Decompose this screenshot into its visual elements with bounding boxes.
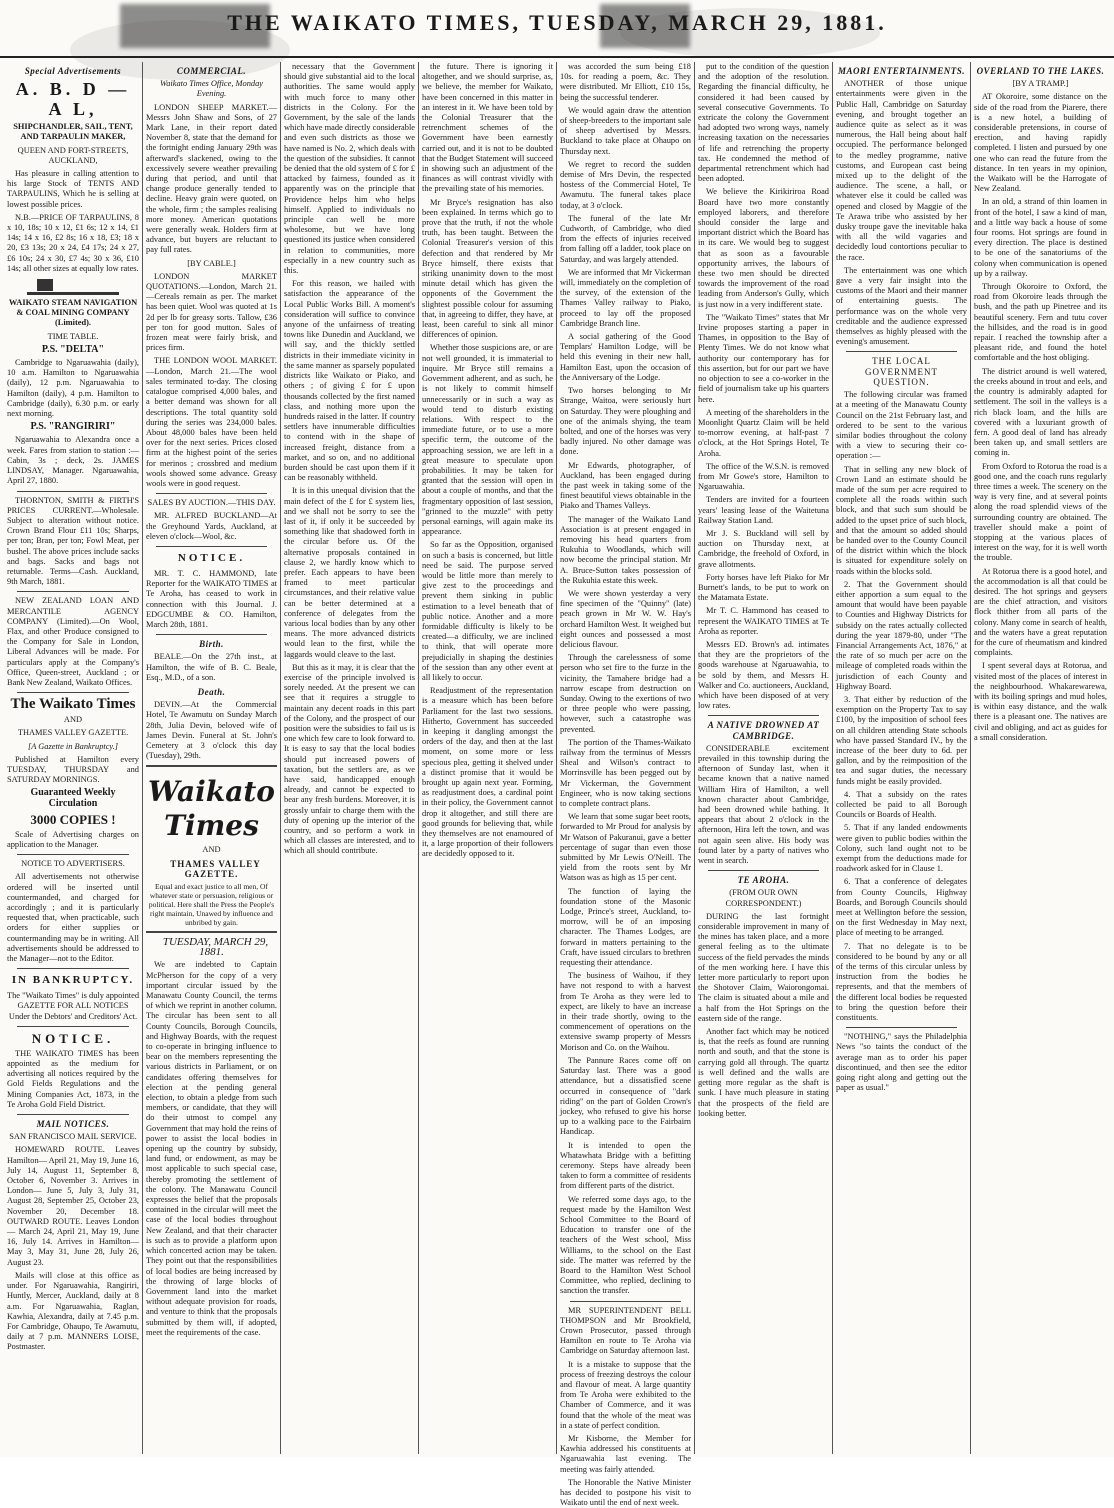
article-paragraph: MR. ALFRED BUCKLAND—At the Greyhound Yards, Auckland, at eleven o'clock—Wool, &c. [146, 511, 277, 541]
ad-subheading: TIME TABLE. [47, 331, 99, 341]
article-paragraph: In an old, a strand of thin loamen in front of the hotel, I saw a kind of man, and a little way back a house of some four rooms. Hot springs are found in every direction. The place is destined to be one of the sanatoriums of the colony when communication is opened up by a railway. [974, 197, 1107, 278]
divider [708, 715, 819, 716]
mail-schedule: HOMEWARD ROUTE. Leaves Hamilton— April 21, May 19, June 16, July 14, August 11, September 8, October 6, November 3. Arrives in London— June 5, July 3, July 31, August 28, September 25, October 23, November 20, December 18. OUTWARD ROUTE. Leaves London— March 24, April 21, May 19, June 16, July 14. Arrives in Hamilton— May 3, May 31, June 28, July 26, August 23. [7, 1145, 139, 1267]
divider [570, 1301, 681, 1302]
dateline: Waikato Times Office, Monday Evening. [160, 79, 263, 99]
ad-paragraph: N.B.—PRICE OF TARPAULINS, 8 x 10, 18s; 10 x 12, £1 6s; 12 x 14, £1 14s; 14 x 16, £2 8s; 16 x 18, £3; 18 x 20, £3 13s; 20 x 24, £4 17s; 24 x 27, £6 10s; 24 x 30, £7 4s; 30 x 36, £10 14s; all other sizes at equally low rates. [7, 212, 139, 273]
divider [846, 351, 957, 352]
paper-and: AND [63, 715, 83, 725]
news-item: We are informed that Mr Vickerman will, immediately on the completion of the survey, of the extension of the Thames Valley railway to Piako, proceed to lay off the proposed Cambridge Branch line. [560, 267, 691, 328]
ad-trade: SHIPCHANDLER, SAIL, TENT, AND TARPAULIN MAKER, [13, 122, 133, 142]
news-item: Two horses belonging to Mr Strange, Waitoa, were seriously hurt on Saturday. They were ploughing and one of the animals shying, the team bolted, and one of the horses was very badly injured. No other damage was done. [560, 386, 691, 457]
ad-heading: WAIKATO STEAM NAVIGATION & COAL MINING COMPANY (Limited). [8, 298, 138, 328]
divider [17, 692, 129, 693]
notice-heading: NOTICE. [177, 551, 246, 564]
article-paragraph: For this reason, we hailed with satisfaction the appearance of the Local Public Works Bill. A moment's consideration will suffice to convince anyone of the unfairness of treating towns like Dunedin and Auckland, we will say, and the thickly settled districts in their immediate vicinity in the same manner as sparsely populated districts like Waikato or Piako, and others ; of giving £ for £ upon thousands collected by the first named class, and nothing more upon the hundreds raised in the latter. If country settlers have innumerable difficulties to contend with in the shape of increased freight, distance from a market, and so on, and no additional burden should be cast upon them if it can be reasonably withheld. [284, 279, 415, 483]
article-paragraph: Through Okoroire to Oxford, the road from Okoroire leads through the bush, and the path up Pinetree and its beautiful scenery. Fern and tutu cover the hillsides, and the road is in good repair. I reached the township after a pleasant ride, and found the hotel comfortable and the host obliging. [974, 282, 1107, 363]
paper-subtitle: THAMES VALLEY GAZETTE. [170, 858, 261, 879]
article-paragraph: LONDON SHEEP MARKET.—Messrs John Shaw and Sons, of 27 Mark Lane, in their report dated November 8, state that the demand for the fortnight ending January 29th was afterward's slackened, owing to the excessively severe weather prevailing during that period, and until that change produce generally tended to decline. Heavy grain were quoted, on the whole, firm ; the samples realising more money. American quotations were generally weak. Holders firm at advance, but buyers are reluctant to pay full rates. [146, 102, 277, 255]
article-paragraph: "NOTHING," says the Philadelphia News "so taints the conduct of the average man as to order his paper discontinued, and then see the editor going right along and getting out the paper as usual." [836, 1032, 967, 1093]
divider [156, 546, 267, 547]
article-paragraph: BEALE.—On the 27th inst., at Hamilton, the wife of B. C. Beale, Esq., M.D., of a son. [146, 652, 277, 682]
news-item: We learn that some sugar beet roots, forwarded to Mr Proud for analysis by Mr Watson of Pakuranui, gave a better percentage of sugar than even those submitted by Mr Lewis O'Neill. The yield from the roots sent by Mr Watson was as high as 15 per cent. [560, 812, 691, 883]
article-paragraph: At Rotorua there is a good hotel, and the accommodation is all that could be desired. The hot springs and geysers are the chief attraction, and visitors flock thither from all parts of the colony. Many come in search of health, and the waters have a great reputation for the cure of rheumatism and kindred complaints. [974, 566, 1107, 658]
article-paragraph: That in selling any new block of Crown Land an estimate should be made of the sum per acre required to complete all the roads within such block, and that such sum should be added to the upset price of such block, and that the amount so added should be handed over to the County Council of the district within which the block is situated for expenditure solely on roads within the blocks sold. [836, 464, 967, 576]
article-paragraph: 5. That if any landed endowments were given to public bodies within the Colony, such land ought not to be exempt from the deductions made for roadwork asked for in Clause 1. [836, 823, 967, 874]
cable-heading: [BY CABLE.] [187, 258, 236, 268]
article-paragraph: The entertainment was one which gave a very fair insight into the customs of the Maori and their manner of entertaining guests. The performance was on the whole very creditable and the audience expressed themselves as highly pleased with the evening's amusement. [836, 265, 967, 347]
ad-paragraph: Published at Hamilton every TUESDAY, THURSDAY and SATURDAY MORNINGS. [7, 754, 139, 785]
article-paragraph: MR. T. C. HAMMOND, late Reporter for the WAIKATO TIMES at Te Aroha, has ceased to work in connection with this Journal. J. EDGCUMBE & CO. Hamilton, March 28th, 1881. [146, 568, 277, 629]
article-paragraph: Another fact which may be noticed is, that the reefs as found are running north and south, and that the stone is carrying gold all through. The quartz is well defined and the walls are getting more regular as the shaft is sunk. I have much pleasure in stating that the prospects of the field are looking better. [698, 1027, 829, 1118]
article-paragraph: The following circular was framed at a meeting of the Manawatu County Council on the 21st February last, and ordered to be sent to the various similar bodies throughout the colony with a view to securing their co-operation :— [836, 390, 967, 461]
divider [17, 968, 129, 969]
column-5-local-news [556, 62, 694, 1508]
column-4-editorial [418, 62, 556, 1454]
death-heading: Death. [197, 686, 226, 697]
article-paragraph: It is in this unequal division that the main defect of the £ for £ system lies, and we shall not be sorry to see the last of it, if only it be succeeded by something like that shadowed forth in the circular before us. Of the alternative proposals contained in clause 2, we hardly know which to prefer. Each appears to have been framed to meet particular circumstances, and their relative value can be better determined at a conference of delegates from the various local bodies than by any other means. The more advanced districts would lean to the first, while the laggards would cleave to the last. [284, 486, 415, 659]
news-item: We were shown yesterday a very fine specimen of the "Quinny" (late) peach grown in Mr W. W. Hay's orchard Hamilton West. It weighed but eight ounces and possessed a most delicious flavour. [560, 588, 691, 649]
ad-heading: P.S. "RANGIRIRI" [30, 421, 116, 433]
notice-heading: NOTICE TO ADVERTISERS. [21, 859, 125, 869]
column-2-commercial [142, 62, 280, 1454]
news-item: The funeral of the late Mr Cudworth, of Cambridge, who died from the effects of injuries received from falling off a ladder, took place on Saturday, and was largely attended. [560, 213, 691, 264]
article-subheading: (FROM OUR OWN CORRESPONDENT.) [725, 888, 802, 908]
news-item: Mr T. C. Hammond has ceased to represent the WAIKATO TIMES at Te Aroha as reporter. [698, 606, 829, 636]
birth-heading: Birth. [199, 639, 224, 650]
ad-paragraph: THORNTON, SMITH & FIRTH'S PRICES CURRENT.—Wholesale. Subject to alteration without notice. Crown Brand Flour £11 10s; Sharps, per ton; Bran, per ton; Fowl Meat, per bushel. The above prices include sacks and bags. Sacks and bags not returnable. Terms—Cash. Auckland, 9th March, 1881. [7, 495, 139, 587]
article-paragraph: LONDON MARKET QUOTATIONS.—London, March 21.—Cereals remain as per. The market has been quiet. Wool was quoted at 1s 2d per lb for greasy sorts. Tallow, £36 per ton for good mutton. Sales of frozen meat were fairly brisk, and prices firm. [146, 271, 277, 353]
ad-address: QUEEN AND FORT-STREETS, AUCKLAND, [17, 145, 129, 165]
news-item: put to the condition of the question and the adoption of the resolution. Regarding the financial difficulty, he considered it had been caused by several consecutive Governments. To extricate the colony the Government had adopted two wrong ways, namely increasing taxation on the necessaries of life and retrenching the property tax. He condemned the method of departmental retrenchment which had been adopted. [698, 62, 829, 184]
divider [146, 931, 277, 933]
news-item: The office of the W.S.N. is removed from Mr Gowe's store, Hamilton to Ngaruawahia. [698, 461, 829, 492]
news-item: It is a mistake to suppose that the process of freezing destroys the colour and flavour of meat. A large quantity from Te Aroha were exhibited to the Chamber of Commerce, and it was found that the whole of the meat was in a state of perfect condition. [560, 1359, 691, 1430]
article-paragraph: 3. That either by reduction of the exemption on the Property Tax to say £100, by the imposition of school fees on all children attending State schools who have passed Standard IV., by the increase of the beer duty to 6d. per gallon, and by the reimposition of the tea and sugar duties, the necessary funds might be easily provided. [836, 694, 967, 786]
divider [146, 765, 277, 767]
paper-and: AND [202, 845, 221, 855]
news-item: Tenders are invited for a fourteen years' leasing lease of the Waitetuna Railway Station Land. [698, 495, 829, 525]
mail-heading: MAIL NOTICES. [36, 1119, 110, 1130]
article-paragraph: Readjustment of the representation is a measure which has been before Parliament for the last two sessions. Hitherto, Government has succeeded in keeping it dangling amongst the orders of the day, and then at the last moment, on some more or less specious plea, getting it shelved under a distinct promise that it would be brought up again next year. Forming, as readjustment does, a cardinal point in their policy, the Government cannot drop it altogether, and still there are good grounds for believing that, while they themselves are not enamoured of it, a large proportion of their followers are decidedly opposed to it. [422, 686, 553, 859]
article-paragraph: AT Okoroire, some distance on the side of the road from the Piarere, there is a new hotel, a building of considerable pretensions, in course of erection, and having rapidly completed. I listen and pursued by one one who can read the future from the distance. In ten years in my opinion, the Waikato will be the Harrogate of New Zealand. [974, 92, 1107, 194]
news-item: We regret to record the sudden demise of Mrs Devin, the respected hostess of the Commercial Hotel, Te Awamutu. The funeral takes place today, at 3 o'clock. [560, 159, 691, 210]
ad-paragraph: THE WAIKATO TIMES has been appointed as the medium for advertising all notices required by the Gold Fields Regulations and the Mining Companies Act, 1873, in the Te Aroha Gold Field District. [7, 1048, 139, 1109]
news-item: A social gathering of the Good Templars' Hamilton Lodge, will be held this evening in their new hall, Hamilton East, upon the occasion of the Anniversary of the Lodge. [560, 332, 691, 382]
news-item: We would again draw the attention of sheep-breeders to the important sale of sheep advertised by Messrs. Buckland to take place at Ohaupo on Thursday next. [560, 105, 691, 156]
news-item: A meeting of the shareholders in the Moonlight Quartz Claim will be held to-morrow evening, at half-past 7 o'clock, at the Hot Springs Hotel, Te Aroha. [698, 407, 829, 458]
news-item: The Pannure Races come off on Saturday last. There was a good attendance, but a dissatisfied scene occurred in consequence of "dark riding" on the part of Golden Crown's jockey, who refused to give his horse up to a walking pace to the Fairbairn Handicap. [560, 1055, 691, 1137]
news-item: Mr Kisborne, the Member for Kawhia addressed his constituents at Ngaruawahia last evening. The meeting was fairly attended. [560, 1434, 691, 1474]
article-paragraph: The district around is well watered, the creeks abound in trout and eels, and the country is admirably adapted for settlement. The soil in the valleys is a rich black loam, and the hills are covered with a luxuriant growth of fern. A good deal of land has already been taken up, and small settlers are coming in. [974, 366, 1107, 458]
article-paragraph: ANOTHER of those unique entertainments were given in the Public Hall, Cambridge on Saturday evening, and brought together an audience quite as select as it was numerous, the Hall being about half occupied. The performance belonged to the medley programme, native customs, and European cast being mixed up to the delight of the audience. The scene, a hall, or whatever else it could be called was opened and closed by Maggie of the Te Arawa tribe who assisted by her dusky troupe gave the inevitable haka with all the wild vagaries and decidedly loud contortions peculiar to the race. [836, 79, 967, 262]
ad-paragraph: Has pleasure in calling attention to his large Stock of TENTS AND TARPAULINS, Which he is selling at lowest possible prices. [7, 169, 139, 209]
paper-subtitle: THAMES VALLEY GAZETTE. [17, 728, 129, 738]
news-item: was accorded the sum being £18 10s. for reading a poem, &c. They were distributed. Mr Elliott, £10 15s, being the successful tenderer. [560, 62, 691, 102]
section-heading: Special Advertisements [24, 66, 122, 76]
article-paragraph: 6. That a conference of delegates from County Councils, Highway Boards, and Borough Councils should meet at Wellington before the session, on the first Wednesday in May next, place of meeting to be arranged. [836, 877, 967, 938]
article-heading: TE AROHA. [737, 875, 790, 886]
ad-paragraph: Scale of Advertising charges on application to the Manager. [7, 829, 139, 849]
ad-paragraph: All advertisements not otherwise ordered will be inserted until countermanded, and charged for accordingly ; and it is particularly requested that, when practicable, such orders for either supplies or countermanding may be in writing. All advertisements should be addressed to the Manager—not to the Editor. [7, 872, 139, 964]
sales-heading: SALES BY AUCTION.—THIS DAY. [147, 498, 276, 508]
paper-name: The Waikato Times [10, 696, 136, 713]
column-8-articles [970, 62, 1110, 1454]
article-heading: MAORI ENTERTAINMENTS. [837, 66, 966, 76]
column-7-articles [832, 62, 970, 1454]
divider [17, 854, 129, 855]
news-item: Through the carelessness of some person who set fire to the furze in the vicinity, the Tamahere bridge had a narrow escape from destruction on Sunday. Owing to the exertions of two or three people who were passing, however, such a catastrophe was prevented. [560, 653, 691, 734]
news-item: Messrs ED. Brown's ad. intimates that they are the proprietors of the goods warehouse at Ngaruawahia, to be sold by them, and Messrs H. Walker and Co. auctioneers, Auckland, which have been disposed of at very low rates. [698, 639, 829, 711]
news-item: The business of Waihou, if they have not respond to with a harvest from Te Aroha as they were led to expect, are likely to have an increase in their trade shortly, owing to the commencement of operations on the extensive swamp property of Messrs Morison and Co. on the Waihou. [560, 971, 691, 1052]
mail-schedule: Mails will close at this office as under. For Ngaruawahia, Rangiriri, Huntly, Mercer, Auckland, daily at 8 a.m. For Ngaruawahia, Raglan, Kawhia, Alexandra, daily at 7.45 p.m. For Cambridge, Ohaupo, Te Awamutu, daily at 7 p.m. MANNERS LOISE, Postmaster. [7, 1270, 139, 1352]
paper-logo: Waikato Times [148, 775, 275, 843]
article-paragraph: From Oxford to Rotorua the road is a good one, and the coach runs regularly three times a week. The scenery on the way is very fine, and at several points along the road splendid views of the surrounding country are obtained. The traveller should make a point of stopping at the various places of interest on the way, for it is well worth the trouble. [974, 461, 1107, 563]
article-heading: OVERLAND TO THE LAKES. [976, 66, 1105, 76]
divider [156, 634, 267, 635]
article-paragraph: THE LONDON WOOL MARKET.—London, March 21.—The wool sales terminated to-day. The closing catalogue comprised 4,000 bales, and a better demand was shown for all descriptions. The total quantity sold during the series was 234,000 bales. About 48,000 bales have been held over for the next series. Prices closed firm at the highest point of the series for merinos ; crossbred and medium wools showed some advance. Greasy wools were in good request. [146, 356, 277, 488]
news-item: The "Waikato Times" states that Mr Irvine proposes starting a paper in Thames, in opposition to the Bay of Plenty Times. We do not know what authority our contemporary has for this assertion, but for our part we have no objection to see a co-worker in the field of journalism take up his quarters here. [698, 312, 829, 404]
news-item: Mr Edwards, photographer, of Auckland, has been engaged during the past week in taking some of the finest beautiful views obtainable in the Piako and Thames Valleys. [560, 460, 691, 511]
circulation-heading: Guaranteed Weekly Circulation [30, 787, 116, 809]
gazette-note: [A Gazette in Bankruptcy.] [27, 741, 119, 751]
news-item: MR SUPERINTENDENT BELL THOMPSON and Mr Brookfield, Crown Prosecutor, passed through Hamilton en route to Te Aroha via Cambridge on Saturday afternoon last. [560, 1305, 691, 1356]
divider [846, 1027, 957, 1028]
article-paragraph: Whether those suspicions are, or are not well grounded, it is immaterial to inquire. Mr Bryce still remains a Government adherent, and as such, he is not likely to commit himself unnecessarily or in such a way as would tend to disturb existing relations. With respect to the immediate future, or to use a more specific term, the outcome of the approaching session, we are left in a great measure to speculate upon probabilities. It may be taken for granted that the session will open in about a couple of months, and that the fragmentary opposition of last session, "grinned to the muzzle" with petty personal earnings, will again make its appearance. [422, 343, 553, 537]
article-heading: THE LOCAL GOVERNMENT QUESTION. [865, 356, 938, 387]
bankruptcy-heading: IN BANKRUPTCY. [11, 974, 135, 987]
article-paragraph: DURING the last fortnight considerable improvement in many of the mines has taken place, and a more general feeling as to the ultimate success of the field pervades the minds of the men working here. I have this letter more particularly to report upon the Shotover Claim, Waiorongomai. The claim is situated about a mile and a half from the Hot Springs on the eastern side of the range. [698, 911, 829, 1023]
article-paragraph: We are indebted to Captain McPherson for the copy of a very important circular issued by the Manawatu County Council, the terms of which we reprint in another column. The circular has been sent to all County Councils, Borough Councils, and Highway Boards, with the request to co-operate in bringing influence to bear on the members representing the various districts in Parliament, or on candidates offering themselves for election at the pending general election, to obtain a pledge from such members, or candidate, that they will do their utmost to compel any Government that may hold the reins of power to assist the local bodies in opening up the country by subsidy, land fund, or endowment, as may be most applicable to such special case, thereby promoting the settlement of the colony. The Manawatu Council expresses the belief that the proposals contained in the circular will meet the case of the local bodies throughout New Zealand, and that their character is such as to provide a platform upon which concerted action may be taken. They point out that the responsibilities of local bodies are being increased by the throwing of large blocks of Government land into the market without adequate provision for roads, and venture to think that the proposals submitted by them will, if adopted, meet the requirements of the case. [146, 960, 277, 1337]
news-item: The function of laying the foundation stone of the Masonic Lodge, Prince's street, Auckland, to-morrow, will be of an imposing character. The Thames Lodges, are forward in matters pertaining to the Craft, have issued circulars to brethren requesting their attendance. [560, 886, 691, 968]
article-paragraph: DEVIN.—At the Commercial Hotel, Te Awamutu on Sunday March 28th, Julia Devin, beloved wife of James Devin. Funeral at St. John's Cemetery at 3 o'clock this day (Tuesday), 29th. [146, 700, 277, 761]
divider [708, 870, 819, 871]
article-paragraph: necessary that the Government should give substantial aid to the local authorities. The same would apply with much force to many other districts in the Colony. For the Government, by the sale of the lands which have made directly considerable and even such districts as those we have named is No. 2, which deals with the question of the subsidies. It cannot be denied that the old system of £ for £ attacked by fairness, founded as it apparently was on the principle that Providence helps him who helps himself. Applied to individuals no principle can well be more wholesome, but we have long questioned its justice when considered in relation to communities, more especially in a new country such as this. [284, 62, 415, 276]
ad-paragraph: NEW ZEALAND LOAN AND MERCANTILE AGENCY COMPANY (Limited).—On Wool, Flax, and other Produce consigned to the Company for Sale in London, Liberal Advances will be made. For particulars apply at the Company's Office, Queen-street, Auckland ; or Bank New Zealand, Waikato Offices. [7, 596, 139, 687]
article-paragraph: So far as the Opposition, organised on such a basis is concerned, but little need be said. The purpose served would be little more than merely to give zest to the proceedings and prevent them sinking in public estimation to a level beneath that of public notice. Another and a more formidable difficulty is likely to be created—a difficulty, we are inclined to think, that will operate more prejudicially in shaping the destinies of the session than any other event at all likely to occur. [422, 540, 553, 682]
article-paragraph: 7. That no delegate is to be considered to be bound by any or all of the terms of this circular unless by instruction from the bodies he represents, and that the members of the different local bodies be requested to bring the question before their constituents. [836, 941, 967, 1023]
divider [17, 491, 129, 492]
article-paragraph: CONSIDERABLE excitement prevailed in this township during the afternoon of Sunday last, when it became known that a native named William Hira of Hamilton, a well known character about Cambridge, had been drowned while bathing. It appears that about 2 o'clock in the afternoon, Hira left the town, and was not again seen alive. His body was found later by a party of natives who went in search. [698, 743, 829, 866]
article-paragraph: the future. There is ignoring it altogether, and we should surprise, as, we believe, the member for Waikato, have been concerned in this matter in an interest in it. We have been told by the Colonial Treasurer that the retrenchment schemes of the Government have been earnestly carried out, and it is not to be doubted that the Budget Statement will succeed in showing such an adjustment of the finances as will contrast vividly with the prevailing state of his memories. [422, 62, 553, 194]
news-item: Forty horses have left Piako for Mr Burnett's lands, to be put to work on the Matamata Estate. [698, 572, 829, 603]
news-item: We believe the Kirikiriroa Road Board have two more constantly employed laborers, and therefore should consider the large and important district which the Board has in its care. We would beg to suggest that as soon as a favourable opportunity arrives, the labours of these two men should be directed towards the improvement of the road leading from Anderson's Gully, which is just now in a very indifferent state. [698, 187, 829, 309]
divider [17, 591, 129, 592]
news-item: We referred some days ago, to the request made by the Hamilton West School Committee to the Board of Education to transfer one of the teachers of the West school, Miss Williams, to the school on the East side. The matter was referred by the Board to the Hamilton West School Committee, who replied, declining to sanction the transfer. [560, 1194, 691, 1296]
article-paragraph: I spent several days at Rotorua, and visited most of the places of interest in the neighbourhood. Whakarewarewa, with its boiling springs and mud holes, is within easy distance, and the walk there is a pleasant one. The natives are civil and obliging, and act as guides for a small consideration. [974, 661, 1107, 742]
article-paragraph: 4. That a subsidy on the rates collected be paid to all Borough Councils or Boards of Health. [836, 789, 967, 820]
steamship-icon [27, 277, 119, 295]
divider [17, 1026, 129, 1027]
news-item: Mr J. S. Buckland will sell by auction on Thursday next, at Cambridge, the freehold of Oxford, in grave allotments. [698, 528, 829, 569]
ad-paragraph: The "Waikato Times" is duly appointed GAZETTE FOR ALL NOTICES Under the Debtors' and Creditors' Act. [7, 991, 140, 1021]
news-item: The manager of the Waikato Land Association is at present engaged in removing his head quarters from Rukuhia to Woodlands, which will now become the principal station. Mr A. Bruce-Sutton takes possession of the Rukuhia estate this week. [560, 514, 691, 585]
circulation-count: 3000 COPIES ! [30, 811, 116, 827]
masthead-title: THE WAIKATO TIMES, TUESDAY, MARCH 29, 1881. [227, 10, 887, 35]
notice-heading: NOTICE. [31, 1030, 115, 1046]
column-1-advertisements [4, 62, 142, 1454]
ad-name: A. B. D — A L, [15, 79, 131, 120]
columns [4, 62, 1110, 1508]
issue-date: TUESDAY, MARCH 29, 1881. [162, 936, 269, 959]
column-3-editorial [280, 62, 418, 1454]
article-heading: A NATIVE DROWNED AT CAMBRIDGE. [707, 720, 820, 741]
masthead [0, 0, 1114, 58]
mail-subheading: SAN FRANCISCO MAIL SERVICE. [9, 1132, 137, 1142]
article-paragraph: Mr Bryce's resignation has also been explained. In terms which go to prove that the truth, if not the whole truth, has been taught. Between the Colonial Treasurer's version of this defection and that rendered by Mr Bryce himself, there exists that striking unanimity down to the most minute detail which has given the opponents of the Government the slightest possible colour for assuming that, in agreeing to differ, they have, at least, been careful to sink all minor differences of opinion. [422, 197, 553, 340]
ad-paragraph: Cambridge to Ngaruawahia (daily), 10 a.m. Hamilton to Ngaruawahia (daily), 12 p.m. Ngaruawahia to Hamilton (daily), 4 p.m. Hamilton to Cambridge (daily), 6.30 p.m. or early next morning. [7, 358, 139, 419]
column-6-local-news [694, 62, 832, 1454]
article-paragraph: But this as it may, it is clear that the exercise of the principle involved is sorely needed. At the present we can see that it requires a struggle to maintain any decent roads in this part of the Colony, and the prospect of our position were the subsidies to fail us is one which few care to look forward to. It is easy to say that the local bodies should put increased powers of taxation, but the settlers are, as we have said, handicapped enough already, and cannot be expected to bear any fresh burdens. Moreover, it is grossly unfair to charge them with the duty of opening up the interior of the country, and so perform a work in which all classes are interested, and to which all should contribute. [284, 662, 415, 856]
article-subheading: [BY A TRAMP.] [1012, 79, 1069, 89]
ad-heading: P.S. "DELTA" [41, 343, 105, 355]
ad-paragraph: Ngaruawahia to Alexandra once a week. Fares from station to station :—Cabin, 3s ; deck, 2s. JAMES LINDSAY, Manager. Ngaruawahia, April 27, 1880. [7, 435, 139, 486]
article-paragraph: 2. That the Government should either apportion a sum equal to the amount that would have been payable to Counties and Highway Districts for subsidy on the rates actually collected during the year 1879-80, under "The Financial Arrangements Act, 1876," at the rate of so much per acre on the mileage of completed roads within the jurisdiction of each County and Highway Board. [836, 579, 967, 691]
news-item: The portion of the Thames-Waikato railway from the terminus of Messrs Sheal and Wilson's contract to Morrinsville has been pegged out by Mr Vickerman, the Government Engineer, who is now taking sections to complete contract plans. [560, 737, 691, 809]
paper-motto: Equal and exact justice to all men, Of whatever state or persuasion, religious or political. Here shall the Press the People's right maintain, Unawed by influence and unbribed by gain. [148, 882, 275, 927]
divider [17, 1114, 129, 1115]
divider [156, 493, 267, 494]
section-heading: COMMERCIAL. [176, 66, 247, 76]
news-item: It is intended to open the Whatawhata Bridge with a befitting ceremony. Steps have already been taken to form a committee of residents from different parts of the district. [560, 1140, 691, 1191]
news-item: The Honorable the Native Minister has decided to postpone his visit to Waikato until the end of next week. [560, 1477, 691, 1508]
